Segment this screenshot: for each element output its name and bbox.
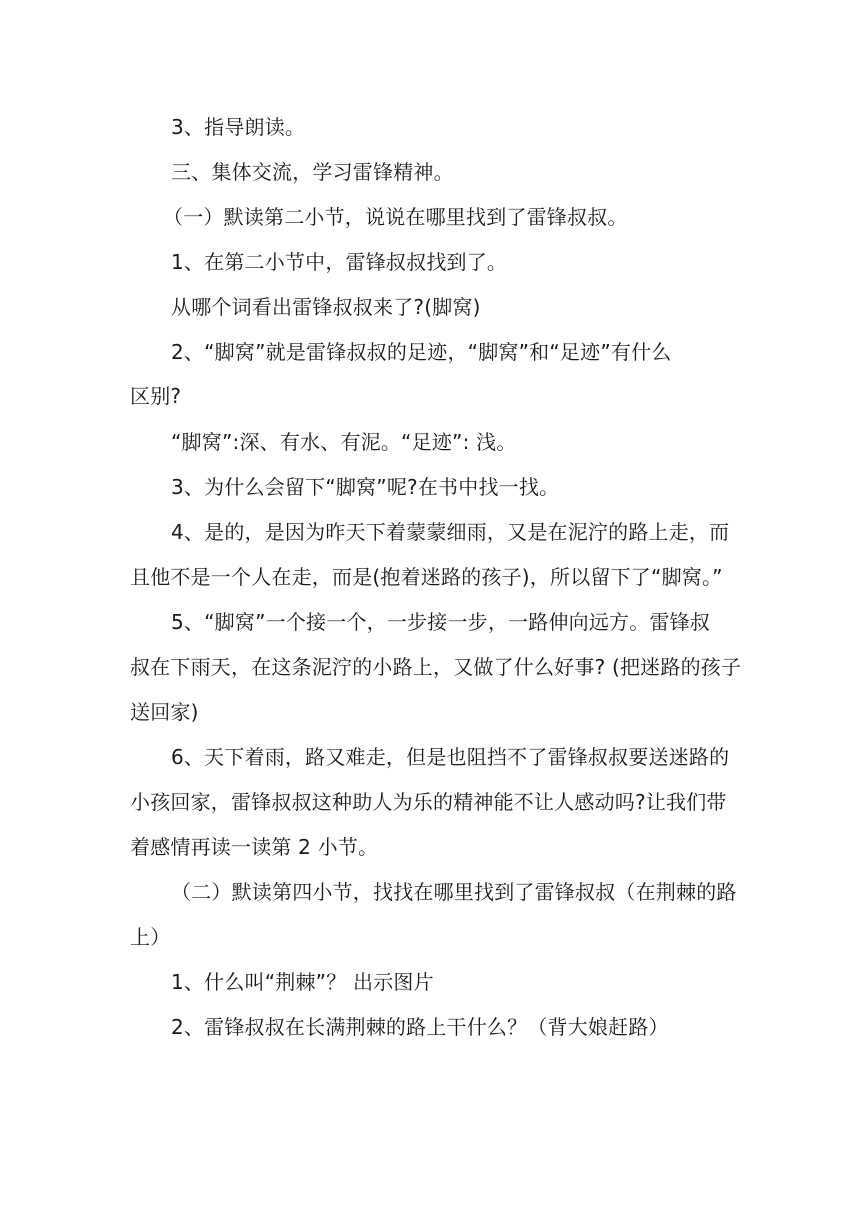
paragraph-line: 从哪个词看出雷锋叔叔来了?(脚窝) [171, 295, 481, 319]
paragraph-line: “脚窝”:深、有水、有泥。“足迹”: 浅。 [171, 430, 517, 454]
paragraph-line: 6、天下着雨，路又难走，但是也阻挡不了雷锋叔叔要送迷路的 [171, 745, 730, 769]
paragraph-line: 3、为什么会留下“脚窝”呢?在书中找一找。 [171, 475, 560, 499]
paragraph-line: 1、在第二小节中，雷锋叔叔找到了。 [171, 250, 508, 274]
paragraph-line: 2、“脚窝”就是雷锋叔叔的足迹，“脚窝”和“足迹”有什么 [171, 340, 672, 364]
paragraph-line: 5、“脚窝”一个接一个，一步接一步，一路伸向远方。雷锋叔 [171, 610, 711, 634]
subsection-heading: （一）默读第二小节，说说在哪里找到了雷锋叔叔。 [163, 205, 628, 229]
paragraph-line: 上） [130, 925, 171, 949]
paragraph-line: 送回家) [130, 700, 199, 724]
paragraph-line: 1、什么叫“荆棘”？ 出示图片 [171, 970, 434, 994]
paragraph-line: 区别? [130, 384, 182, 408]
paragraph-line: 着感情再读一读第 2 小节。 [130, 835, 379, 859]
subsection-heading: （二）默读第四小节，找找在哪里找到了雷锋叔叔（在荆棘的路 [171, 880, 737, 904]
paragraph-line: 4、是的，是因为昨天下着蒙蒙细雨，又是在泥泞的路上走，而 [171, 520, 730, 544]
paragraph-line: 叔在下雨天，在这条泥泞的小路上，又做了什么好事? (把迷路的孩子 [130, 655, 742, 679]
paragraph-line: 3、指导朗读。 [171, 115, 306, 139]
paragraph-line: 且他不是一个人在走，而是(抱着迷路的孩子)，所以留下了“脚窝。” [130, 565, 723, 589]
paragraph-line: 小孩回家，雷锋叔叔这种助人为乐的精神能不让人感动吗?让我们带 [130, 790, 727, 814]
paragraph-line: 2、雷锋叔叔在长满荆棘的路上干什么？（背大娘赶路） [171, 1015, 669, 1039]
section-heading: 三、集体交流，学习雷锋精神。 [171, 160, 454, 184]
